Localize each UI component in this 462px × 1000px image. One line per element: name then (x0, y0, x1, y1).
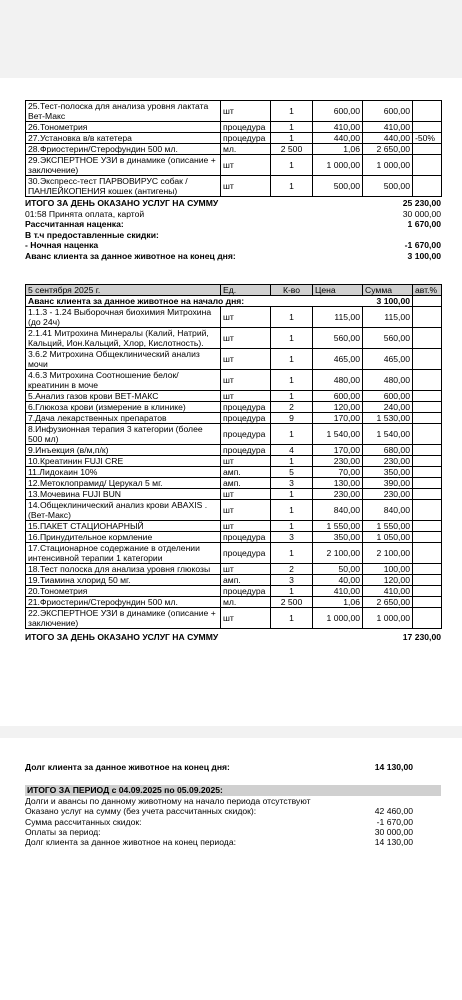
price-cell: 230,00 (313, 456, 363, 467)
day1-discounts-line (25, 230, 441, 241)
qty-cell: 1 (271, 456, 313, 467)
summary-line-label: Сумма рассчитанных скидок: (25, 816, 142, 827)
day1-total-line (25, 198, 441, 209)
summary-line-label: Оказано услуг на сумму (без учета рассчитанных скидок): (25, 806, 257, 817)
service-name: 6.Глюкоза крови (измерение в клинике) (26, 402, 221, 413)
unit-cell: шт (221, 489, 271, 500)
qty-cell: 1 (271, 349, 313, 370)
table-row (26, 467, 442, 478)
price-cell: 40,00 (313, 575, 363, 586)
service-name: 25.Тест-полоска для анализа уровня лактата Вет-Макс (26, 101, 221, 122)
qty-cell: 1 (271, 586, 313, 597)
sum-cell: 480,00 (363, 370, 413, 391)
discount-cell (413, 122, 442, 133)
price-cell: 170,00 (313, 445, 363, 456)
unit-cell: шт (221, 500, 271, 521)
qty-cell: 2 500 (271, 144, 313, 155)
unit-cell: шт (221, 101, 271, 122)
debt-label: Долг клиента за данное животное на конец дня: (25, 762, 230, 772)
qty-cell: 1 (271, 521, 313, 532)
service-name: 3.6.2 Митрохина Общеклинический анализ мочи (26, 349, 221, 370)
services-table-day-1 (25, 100, 442, 197)
day1-advance-label: Аванс клиента за данное животное на конец дня: (25, 250, 236, 261)
table-row (26, 176, 442, 197)
advance-start-label: Аванс клиента за данное животное на начало дня: (26, 296, 363, 307)
summary-line-label: Долги и авансы по данному животному на начало периода отсутствуют (25, 795, 311, 806)
service-name: 7.Дача лекарственных препаратов (26, 413, 221, 424)
discount-cell (413, 564, 442, 575)
day1-payment-value: 30 000,00 (402, 208, 441, 219)
summary-line (25, 837, 441, 847)
qty-cell: 9 (271, 413, 313, 424)
table-row (26, 307, 442, 328)
discount-cell (413, 144, 442, 155)
invoice-day-1 (25, 100, 441, 262)
table-row (26, 101, 442, 122)
price-cell: 560,00 (313, 328, 363, 349)
table-row (26, 543, 442, 564)
sum-cell: 350,00 (363, 467, 413, 478)
day1-total-label: ИТОГО ЗА ДЕНЬ ОКАЗАНО УСЛУГ НА СУММУ (25, 198, 219, 208)
header-qty: К-во (271, 285, 313, 296)
qty-cell: 1 (271, 608, 313, 629)
day1-markup-label: Рассчитанная наценка: (25, 219, 124, 230)
service-name: 17.Стационарное содержание в отделении интенсивной терапии 1 категории (26, 543, 221, 564)
unit-cell: мл. (221, 597, 271, 608)
price-cell: 170,00 (313, 413, 363, 424)
header-date: 5 сентября 2025 г. (26, 285, 221, 296)
qty-cell: 1 (271, 101, 313, 122)
unit-cell: процедура (221, 532, 271, 543)
summary-line-value: -1 670,00 (376, 816, 413, 827)
table-row (26, 391, 442, 402)
service-name: 29.ЭКСПЕРТНОЕ УЗИ в динамике (описание + заключение) (26, 155, 221, 176)
table-row (26, 500, 442, 521)
table-row (26, 575, 442, 586)
day1-payment-line (25, 209, 441, 220)
unit-cell: шт (221, 391, 271, 402)
sum-cell: 2 100,00 (363, 543, 413, 564)
sum-cell: 115,00 (363, 307, 413, 328)
discount-cell (413, 424, 442, 445)
table-row (26, 456, 442, 467)
service-name: 8.Инфузионная терапия 3 категории (более 500 мл) (26, 424, 221, 445)
table-row (26, 144, 442, 155)
document-page-1 (0, 78, 462, 726)
summary-line-label: Долг клиента за данное животное на конец периода: (25, 837, 236, 848)
discount-cell (413, 489, 442, 500)
discount-cell (413, 500, 442, 521)
service-name: 22.ЭКСПЕРТНОЕ УЗИ в динамике (описание + заключение) (26, 608, 221, 629)
table-row (26, 489, 442, 500)
discount-cell (413, 391, 442, 402)
unit-cell: процедура (221, 424, 271, 445)
period-total-band: ИТОГО ЗА ПЕРИОД с 04.09.2025 по 05.09.2025: (25, 785, 441, 795)
header-discount: авт.% (413, 285, 442, 296)
unit-cell: шт (221, 564, 271, 575)
summary-line (25, 827, 441, 837)
service-name: 9.Инъекция (в/м,п/к) (26, 445, 221, 456)
table-row (26, 155, 442, 176)
qty-cell: 4 (271, 445, 313, 456)
price-cell: 440,00 (313, 133, 363, 144)
unit-cell: шт (221, 349, 271, 370)
price-cell: 1 540,00 (313, 424, 363, 445)
qty-cell: 1 (271, 391, 313, 402)
table-row (26, 532, 442, 543)
unit-cell: шт (221, 456, 271, 467)
header-unit: Ед. (221, 285, 271, 296)
discount-cell: -50% (413, 133, 442, 144)
summary-line-value: 42 460,00 (374, 806, 413, 817)
day2-total-line (25, 632, 441, 643)
sum-cell: 230,00 (363, 456, 413, 467)
services-table-day-2 (25, 284, 442, 629)
unit-cell: процедура (221, 413, 271, 424)
sum-cell: 600,00 (363, 101, 413, 122)
qty-cell: 3 (271, 575, 313, 586)
advance-start-row (26, 296, 442, 307)
unit-cell: шт (221, 155, 271, 176)
service-name: 11.Лидокаин 10% (26, 467, 221, 478)
service-name: 21.Фриостерин/Стерофундин 500 мл. (26, 597, 221, 608)
service-name: 16.Принудительное кормление (26, 532, 221, 543)
unit-cell: шт (221, 521, 271, 532)
discount-cell (413, 445, 442, 456)
service-name: 20.Тонометрия (26, 586, 221, 597)
discount-cell (413, 532, 442, 543)
sum-cell: 1 530,00 (363, 413, 413, 424)
table-row (26, 445, 442, 456)
price-cell: 1,06 (313, 597, 363, 608)
day1-total-value: 25 230,00 (402, 198, 441, 208)
unit-cell: шт (221, 307, 271, 328)
day1-discounts-label: В т.ч предоставленные скидки: (25, 229, 159, 240)
discount-cell (413, 467, 442, 478)
sum-cell: 1 540,00 (363, 424, 413, 445)
unit-cell: шт (221, 328, 271, 349)
sum-cell: 1 050,00 (363, 532, 413, 543)
unit-cell: амп. (221, 575, 271, 586)
table-row (26, 122, 442, 133)
sum-cell: 410,00 (363, 122, 413, 133)
qty-cell: 1 (271, 155, 313, 176)
sum-cell: 240,00 (363, 402, 413, 413)
discount-cell (413, 155, 442, 176)
service-name: 13.Мочевина FUJI BUN (26, 489, 221, 500)
service-name: 1.1.3 - 1.24 Выборочная биохимия Митрохина (до 24ч) (26, 307, 221, 328)
price-cell: 50,00 (313, 564, 363, 575)
qty-cell: 1 (271, 328, 313, 349)
day1-night-value: -1 670,00 (404, 240, 441, 251)
day1-markup-value: 1 670,00 (407, 219, 441, 230)
day1-markup-line (25, 219, 441, 230)
discount-cell (413, 413, 442, 424)
price-cell: 1,06 (313, 144, 363, 155)
unit-cell: процедура (221, 402, 271, 413)
header-price: Цена (313, 285, 363, 296)
day1-advance-value: 3 100,00 (407, 250, 441, 261)
table-row (26, 478, 442, 489)
summary-line (25, 806, 441, 816)
service-name: 12.Метоклопрамид/ Церукал 5 мг. (26, 478, 221, 489)
table-row (26, 402, 442, 413)
price-cell: 1 000,00 (313, 608, 363, 629)
day1-night-line (25, 240, 441, 251)
day1-advance-line (25, 251, 441, 262)
discount-cell (413, 478, 442, 489)
price-cell: 500,00 (313, 176, 363, 197)
unit-cell: амп. (221, 478, 271, 489)
unit-cell: процедура (221, 445, 271, 456)
sum-cell: 680,00 (363, 445, 413, 456)
service-name: 30.Экспресс-тест ПАРВОВИРУС собак /ПАНЛЕЙКОПЕНИЯ кошек (антигены) (26, 176, 221, 197)
sum-cell: 2 650,00 (363, 597, 413, 608)
price-cell: 70,00 (313, 467, 363, 478)
invoice-day-2 (25, 284, 441, 643)
summary-line-value: 14 130,00 (374, 837, 413, 848)
table-row (26, 349, 442, 370)
header-sum: Сумма (363, 285, 413, 296)
qty-cell: 1 (271, 307, 313, 328)
qty-cell: 1 (271, 176, 313, 197)
service-name: 10.Креатинин FUJI CRE (26, 456, 221, 467)
discount-cell (413, 521, 442, 532)
service-name: 5.Анализ газов крови ВЕТ-МАКС (26, 391, 221, 402)
table-header-row (26, 285, 442, 296)
unit-cell: амп. (221, 467, 271, 478)
price-cell: 120,00 (313, 402, 363, 413)
price-cell: 480,00 (313, 370, 363, 391)
debt-value: 14 130,00 (374, 762, 413, 772)
price-cell: 130,00 (313, 478, 363, 489)
discount-cell (413, 370, 442, 391)
qty-cell: 2 (271, 402, 313, 413)
sum-cell: 120,00 (363, 575, 413, 586)
unit-cell: процедура (221, 543, 271, 564)
service-name: 4.6.3 Митрохина Соотношение белок/креатинин в моче (26, 370, 221, 391)
sum-cell: 100,00 (363, 564, 413, 575)
service-name: 26.Тонометрия (26, 122, 221, 133)
price-cell: 230,00 (313, 489, 363, 500)
qty-cell: 1 (271, 122, 313, 133)
qty-cell: 1 (271, 543, 313, 564)
discount-cell (413, 349, 442, 370)
price-cell: 115,00 (313, 307, 363, 328)
discount-cell (413, 101, 442, 122)
table-row (26, 564, 442, 575)
sum-cell: 230,00 (363, 489, 413, 500)
discount-cell (413, 176, 442, 197)
price-cell: 1 000,00 (313, 155, 363, 176)
day2-total-value: 17 230,00 (402, 632, 441, 642)
discount-cell (413, 328, 442, 349)
price-cell: 600,00 (313, 101, 363, 122)
price-cell: 350,00 (313, 532, 363, 543)
period-summary (25, 762, 441, 848)
summary-line (25, 817, 441, 827)
qty-cell: 1 (271, 489, 313, 500)
summary-line-label: Оплаты за период: (25, 827, 101, 838)
unit-cell: шт (221, 176, 271, 197)
sum-cell: 500,00 (363, 176, 413, 197)
price-cell: 840,00 (313, 500, 363, 521)
unit-cell: процедура (221, 122, 271, 133)
table-row (26, 133, 442, 144)
price-cell: 465,00 (313, 349, 363, 370)
qty-cell: 1 (271, 133, 313, 144)
sum-cell: 1 550,00 (363, 521, 413, 532)
service-name: 2.1.41 Митрохина Минералы (Калий, Натрий, Кальций, Ион.Кальций, Хлор, Кислотность). (26, 328, 221, 349)
day1-night-label: - Ночная наценка (25, 240, 99, 251)
discount-cell (413, 597, 442, 608)
price-cell: 410,00 (313, 122, 363, 133)
sum-cell: 390,00 (363, 478, 413, 489)
service-name: 27.Установка в/в катетера (26, 133, 221, 144)
qty-cell: 1 (271, 424, 313, 445)
sum-cell: 465,00 (363, 349, 413, 370)
unit-cell: шт (221, 370, 271, 391)
discount-cell (413, 402, 442, 413)
table-row (26, 597, 442, 608)
debt-end-of-day-line (25, 762, 441, 772)
discount-cell (413, 586, 442, 597)
advance-start-value: 3 100,00 (363, 296, 413, 307)
summary-line-value: 30 000,00 (374, 827, 413, 838)
price-cell: 410,00 (313, 586, 363, 597)
qty-cell: 1 (271, 370, 313, 391)
sum-cell: 410,00 (363, 586, 413, 597)
sum-cell: 840,00 (363, 500, 413, 521)
discount-cell (413, 575, 442, 586)
service-name: 14.Общеклинический анализ крови ABAXIS . (Вет-Макс) (26, 500, 221, 521)
qty-cell: 5 (271, 467, 313, 478)
sum-cell: 600,00 (363, 391, 413, 402)
sum-cell: 440,00 (363, 133, 413, 144)
document-page-2 (0, 738, 462, 1000)
table-row (26, 521, 442, 532)
service-name: 15.ПАКЕТ СТАЦИОНАРНЫЙ (26, 521, 221, 532)
unit-cell: процедура (221, 133, 271, 144)
service-name: 28.Фриостерин/Стерофундин 500 мл. (26, 144, 221, 155)
discount-cell (413, 307, 442, 328)
day1-payment-label: 01:58 Принята оплата, картой (25, 208, 145, 219)
sum-cell: 1 000,00 (363, 608, 413, 629)
table-row (26, 608, 442, 629)
service-name: 19.Тиамина хлорид 50 мг. (26, 575, 221, 586)
qty-cell: 3 (271, 532, 313, 543)
table-row (26, 413, 442, 424)
table-row (26, 424, 442, 445)
table-row (26, 586, 442, 597)
discount-cell (413, 608, 442, 629)
summary-line-value (351, 796, 441, 806)
unit-cell: шт (221, 608, 271, 629)
summary-line (25, 796, 441, 806)
day2-total-label: ИТОГО ЗА ДЕНЬ ОКАЗАНО УСЛУГ НА СУММУ (25, 632, 219, 642)
unit-cell: процедура (221, 586, 271, 597)
qty-cell: 2 500 (271, 597, 313, 608)
table-row (26, 328, 442, 349)
service-name: 18.Тест полоска для анализа уровня глюкозы (26, 564, 221, 575)
table-row (26, 370, 442, 391)
sum-cell: 2 650,00 (363, 144, 413, 155)
sum-cell: 560,00 (363, 328, 413, 349)
unit-cell: мл. (221, 144, 271, 155)
qty-cell: 1 (271, 500, 313, 521)
sum-cell: 1 000,00 (363, 155, 413, 176)
price-cell: 1 550,00 (313, 521, 363, 532)
qty-cell: 3 (271, 478, 313, 489)
price-cell: 600,00 (313, 391, 363, 402)
price-cell: 2 100,00 (313, 543, 363, 564)
discount-cell (413, 543, 442, 564)
qty-cell: 2 (271, 564, 313, 575)
discount-cell (413, 456, 442, 467)
